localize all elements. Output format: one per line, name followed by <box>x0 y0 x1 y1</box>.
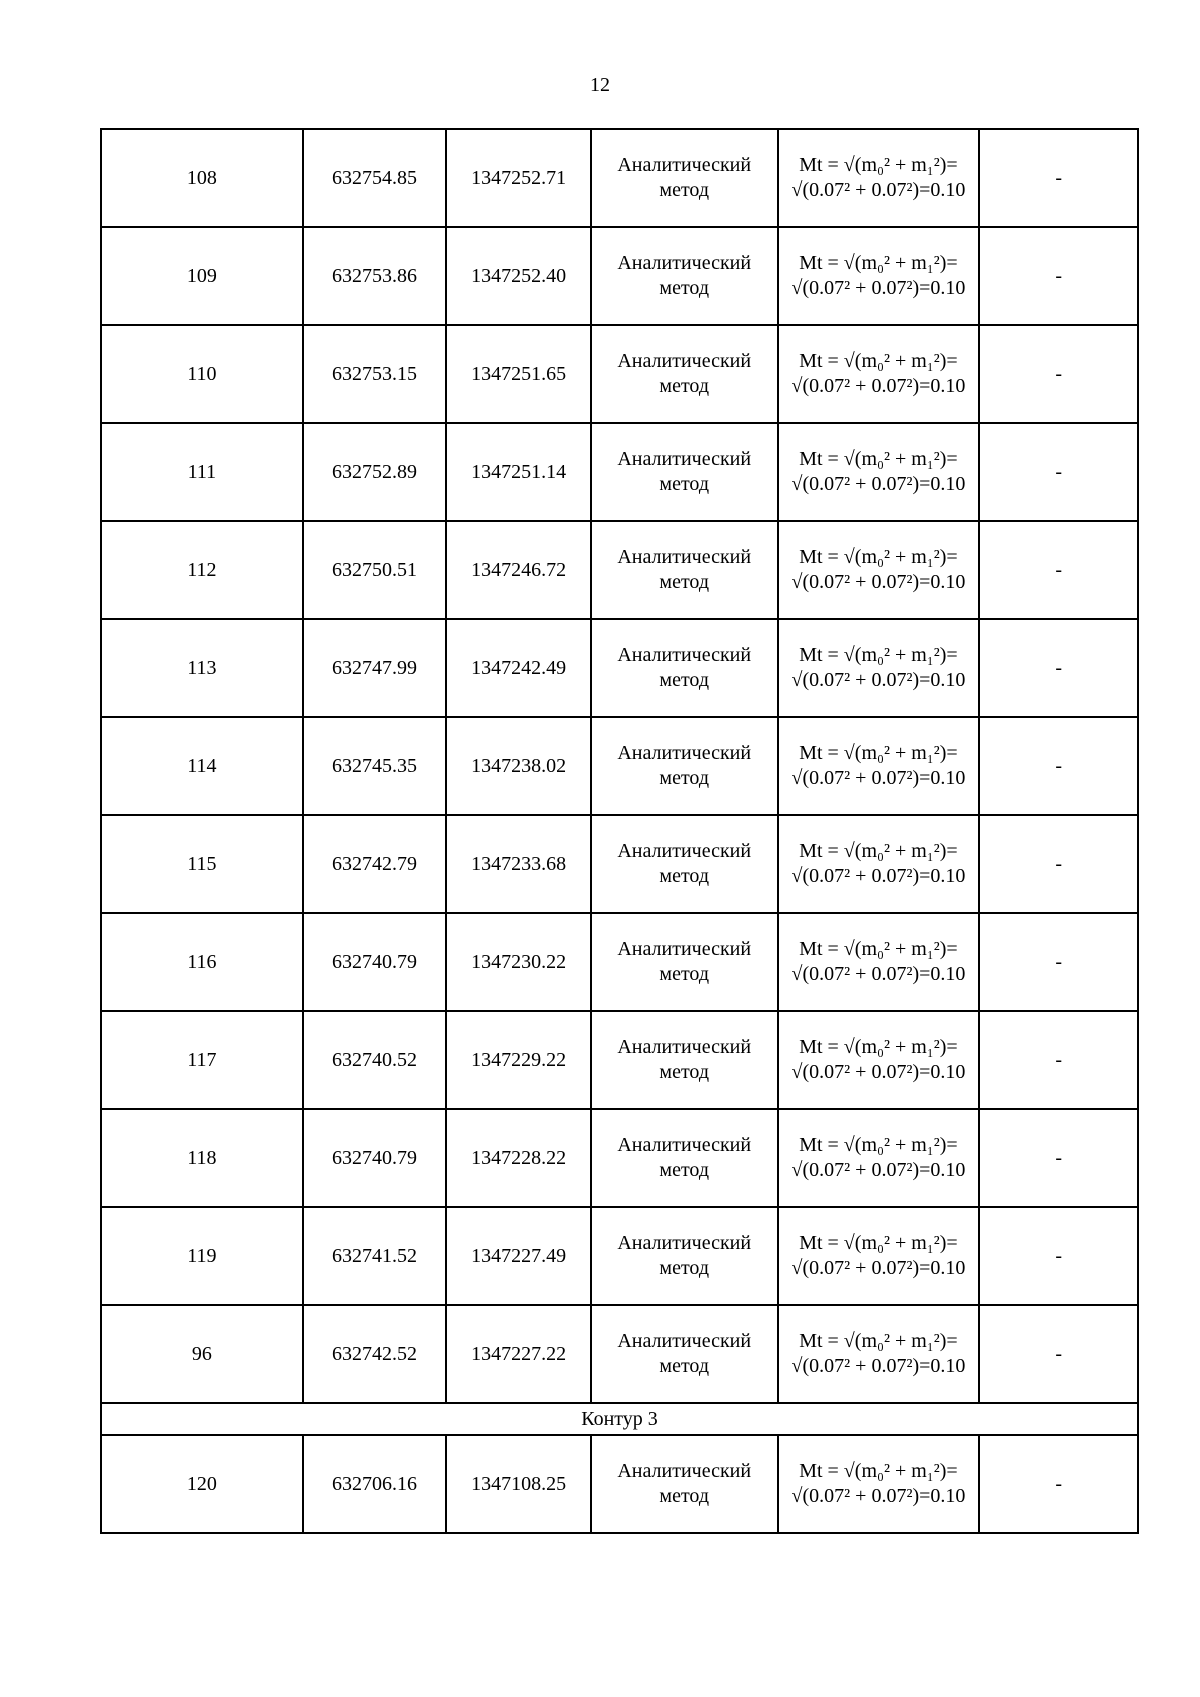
method-text: метод <box>659 375 710 397</box>
method-text: Аналитический <box>617 1330 752 1352</box>
point-number-cell: 119 <box>101 1207 303 1305</box>
x-coordinate-cell: 632747.99 <box>303 619 447 717</box>
method-text: Аналитический <box>617 840 752 862</box>
accuracy-formula-text: √(0.07² + 0.07²)=0.10 <box>791 1061 966 1083</box>
accuracy-formula-cell <box>778 129 980 227</box>
accuracy-formula-cell <box>778 1305 980 1403</box>
accuracy-formula-text: Mt = √(m₀² + m₁²)= <box>799 1036 958 1058</box>
note-cell: - <box>979 227 1138 325</box>
accuracy-formula-text: Mt = √(m₀² + m₁²)= <box>799 840 958 862</box>
note-cell: - <box>979 325 1138 423</box>
y-coordinate-cell: 1347246.72 <box>446 521 591 619</box>
point-number-cell: 110 <box>101 325 303 423</box>
method-cell <box>591 423 778 521</box>
x-coordinate-cell: 632706.16 <box>303 1435 447 1533</box>
accuracy-formula-cell <box>778 1207 980 1305</box>
accuracy-formula-cell <box>778 521 980 619</box>
method-text: метод <box>659 473 710 495</box>
accuracy-formula-text: Mt = √(m₀² + m₁²)= <box>799 1232 958 1254</box>
method-text: Аналитический <box>617 1134 752 1156</box>
method-text: Аналитический <box>617 252 752 274</box>
point-number-cell: 112 <box>101 521 303 619</box>
table-row <box>101 1011 1138 1109</box>
contour-label: Контур 3 <box>101 1403 1138 1435</box>
y-coordinate-cell: 1347229.22 <box>446 1011 591 1109</box>
y-coordinate-cell: 1347230.22 <box>446 913 591 1011</box>
note-cell: - <box>979 1435 1138 1533</box>
point-number-cell: 116 <box>101 913 303 1011</box>
accuracy-formula-text: Mt = √(m₀² + m₁²)= <box>799 938 958 960</box>
table-row <box>101 521 1138 619</box>
accuracy-formula-text: Mt = √(m₀² + m₁²)= <box>799 546 958 568</box>
note-cell: - <box>979 619 1138 717</box>
x-coordinate-cell: 632750.51 <box>303 521 447 619</box>
accuracy-formula-text: Mt = √(m₀² + m₁²)= <box>799 350 958 372</box>
method-cell <box>591 913 778 1011</box>
y-coordinate-cell: 1347251.14 <box>446 423 591 521</box>
y-coordinate-cell: 1347242.49 <box>446 619 591 717</box>
method-text: Аналитический <box>617 644 752 666</box>
point-number-cell: 114 <box>101 717 303 815</box>
method-text: Аналитический <box>617 1232 752 1254</box>
x-coordinate-cell: 632740.52 <box>303 1011 447 1109</box>
method-cell <box>591 815 778 913</box>
point-number-cell: 111 <box>101 423 303 521</box>
method-text: метод <box>659 1257 710 1279</box>
table-row <box>101 1435 1138 1533</box>
method-text: метод <box>659 963 710 985</box>
method-text: метод <box>659 865 710 887</box>
y-coordinate-cell: 1347227.22 <box>446 1305 591 1403</box>
method-text: Аналитический <box>617 546 752 568</box>
accuracy-formula-text: Mt = √(m₀² + m₁²)= <box>799 252 958 274</box>
accuracy-formula-text: √(0.07² + 0.07²)=0.10 <box>791 179 966 201</box>
method-text: метод <box>659 179 710 201</box>
accuracy-formula-cell <box>778 1435 980 1533</box>
accuracy-formula-text: √(0.07² + 0.07²)=0.10 <box>791 767 966 789</box>
note-cell: - <box>979 521 1138 619</box>
method-text: метод <box>659 277 710 299</box>
point-number-cell: 109 <box>101 227 303 325</box>
method-text: Аналитический <box>617 1036 752 1058</box>
method-text: метод <box>659 1159 710 1181</box>
method-text: Аналитический <box>617 448 752 470</box>
method-text: Аналитический <box>617 1460 752 1482</box>
y-coordinate-cell: 1347233.68 <box>446 815 591 913</box>
y-coordinate-cell: 1347252.71 <box>446 129 591 227</box>
coordinates-table <box>100 128 1139 1534</box>
point-number-cell: 113 <box>101 619 303 717</box>
table-row <box>101 619 1138 717</box>
method-text: метод <box>659 669 710 691</box>
y-coordinate-cell: 1347227.49 <box>446 1207 591 1305</box>
accuracy-formula-text: Mt = √(m₀² + m₁²)= <box>799 448 958 470</box>
table-row <box>101 227 1138 325</box>
accuracy-formula-cell <box>778 717 980 815</box>
method-text: Аналитический <box>617 742 752 764</box>
point-number-cell: 96 <box>101 1305 303 1403</box>
table-row <box>101 815 1138 913</box>
note-cell: - <box>979 423 1138 521</box>
point-number-cell: 120 <box>101 1435 303 1533</box>
x-coordinate-cell: 632753.86 <box>303 227 447 325</box>
method-text: метод <box>659 1355 710 1377</box>
accuracy-formula-text: √(0.07² + 0.07²)=0.10 <box>791 571 966 593</box>
method-text: Аналитический <box>617 350 752 372</box>
table-row <box>101 1305 1138 1403</box>
point-number-cell: 118 <box>101 1109 303 1207</box>
accuracy-formula-text: √(0.07² + 0.07²)=0.10 <box>791 375 966 397</box>
accuracy-formula-text: Mt = √(m₀² + m₁²)= <box>799 154 958 176</box>
method-cell <box>591 1305 778 1403</box>
note-cell: - <box>979 1109 1138 1207</box>
x-coordinate-cell: 632740.79 <box>303 913 447 1011</box>
note-cell: - <box>979 1305 1138 1403</box>
method-cell <box>591 1109 778 1207</box>
accuracy-formula-cell <box>778 913 980 1011</box>
table-row <box>101 717 1138 815</box>
table-row <box>101 1109 1138 1207</box>
note-cell: - <box>979 913 1138 1011</box>
note-cell: - <box>979 1011 1138 1109</box>
accuracy-formula-text: √(0.07² + 0.07²)=0.10 <box>791 1485 966 1507</box>
method-text: Аналитический <box>617 154 752 176</box>
method-cell <box>591 1011 778 1109</box>
accuracy-formula-text: Mt = √(m₀² + m₁²)= <box>799 1134 958 1156</box>
page-number: 12 <box>590 74 610 96</box>
accuracy-formula-text: Mt = √(m₀² + m₁²)= <box>799 644 958 666</box>
accuracy-formula-text: √(0.07² + 0.07²)=0.10 <box>791 669 966 691</box>
x-coordinate-cell: 632741.52 <box>303 1207 447 1305</box>
method-cell <box>591 717 778 815</box>
y-coordinate-cell: 1347251.65 <box>446 325 591 423</box>
note-cell: - <box>979 129 1138 227</box>
y-coordinate-cell: 1347238.02 <box>446 717 591 815</box>
x-coordinate-cell: 632742.52 <box>303 1305 447 1403</box>
point-number-cell: 108 <box>101 129 303 227</box>
method-cell <box>591 129 778 227</box>
method-cell <box>591 521 778 619</box>
note-cell: - <box>979 717 1138 815</box>
method-text: метод <box>659 1061 710 1083</box>
x-coordinate-cell: 632754.85 <box>303 129 447 227</box>
table-row <box>101 129 1138 227</box>
accuracy-formula-cell <box>778 815 980 913</box>
method-cell <box>591 325 778 423</box>
note-cell: - <box>979 815 1138 913</box>
table-row <box>101 913 1138 1011</box>
coordinates-table-body <box>101 129 1138 1533</box>
accuracy-formula-cell <box>778 227 980 325</box>
method-cell <box>591 227 778 325</box>
method-cell <box>591 1435 778 1533</box>
accuracy-formula-text: Mt = √(m₀² + m₁²)= <box>799 1330 958 1352</box>
y-coordinate-cell: 1347228.22 <box>446 1109 591 1207</box>
y-coordinate-cell: 1347108.25 <box>446 1435 591 1533</box>
method-cell <box>591 1207 778 1305</box>
accuracy-formula-cell <box>778 325 980 423</box>
accuracy-formula-text: √(0.07² + 0.07²)=0.10 <box>791 277 966 299</box>
point-number-cell: 117 <box>101 1011 303 1109</box>
method-text: метод <box>659 571 710 593</box>
y-coordinate-cell: 1347252.40 <box>446 227 591 325</box>
accuracy-formula-cell <box>778 619 980 717</box>
accuracy-formula-cell <box>778 423 980 521</box>
accuracy-formula-text: √(0.07² + 0.07²)=0.10 <box>791 473 966 495</box>
x-coordinate-cell: 632752.89 <box>303 423 447 521</box>
contour-header-row <box>101 1403 1138 1435</box>
accuracy-formula-text: √(0.07² + 0.07²)=0.10 <box>791 963 966 985</box>
x-coordinate-cell: 632745.35 <box>303 717 447 815</box>
method-text: Аналитический <box>617 938 752 960</box>
table-row <box>101 423 1138 521</box>
accuracy-formula-text: √(0.07² + 0.07²)=0.10 <box>791 865 966 887</box>
point-number-cell: 115 <box>101 815 303 913</box>
accuracy-formula-text: √(0.07² + 0.07²)=0.10 <box>791 1355 966 1377</box>
method-text: метод <box>659 1485 710 1507</box>
table-row <box>101 325 1138 423</box>
accuracy-formula-text: √(0.07² + 0.07²)=0.10 <box>791 1257 966 1279</box>
method-text: метод <box>659 767 710 789</box>
method-cell <box>591 619 778 717</box>
x-coordinate-cell: 632753.15 <box>303 325 447 423</box>
x-coordinate-cell: 632740.79 <box>303 1109 447 1207</box>
accuracy-formula-text: Mt = √(m₀² + m₁²)= <box>799 1460 958 1482</box>
accuracy-formula-text: Mt = √(m₀² + m₁²)= <box>799 742 958 764</box>
table-row <box>101 1207 1138 1305</box>
note-cell: - <box>979 1207 1138 1305</box>
x-coordinate-cell: 632742.79 <box>303 815 447 913</box>
accuracy-formula-cell <box>778 1011 980 1109</box>
accuracy-formula-text: √(0.07² + 0.07²)=0.10 <box>791 1159 966 1181</box>
accuracy-formula-cell <box>778 1109 980 1207</box>
